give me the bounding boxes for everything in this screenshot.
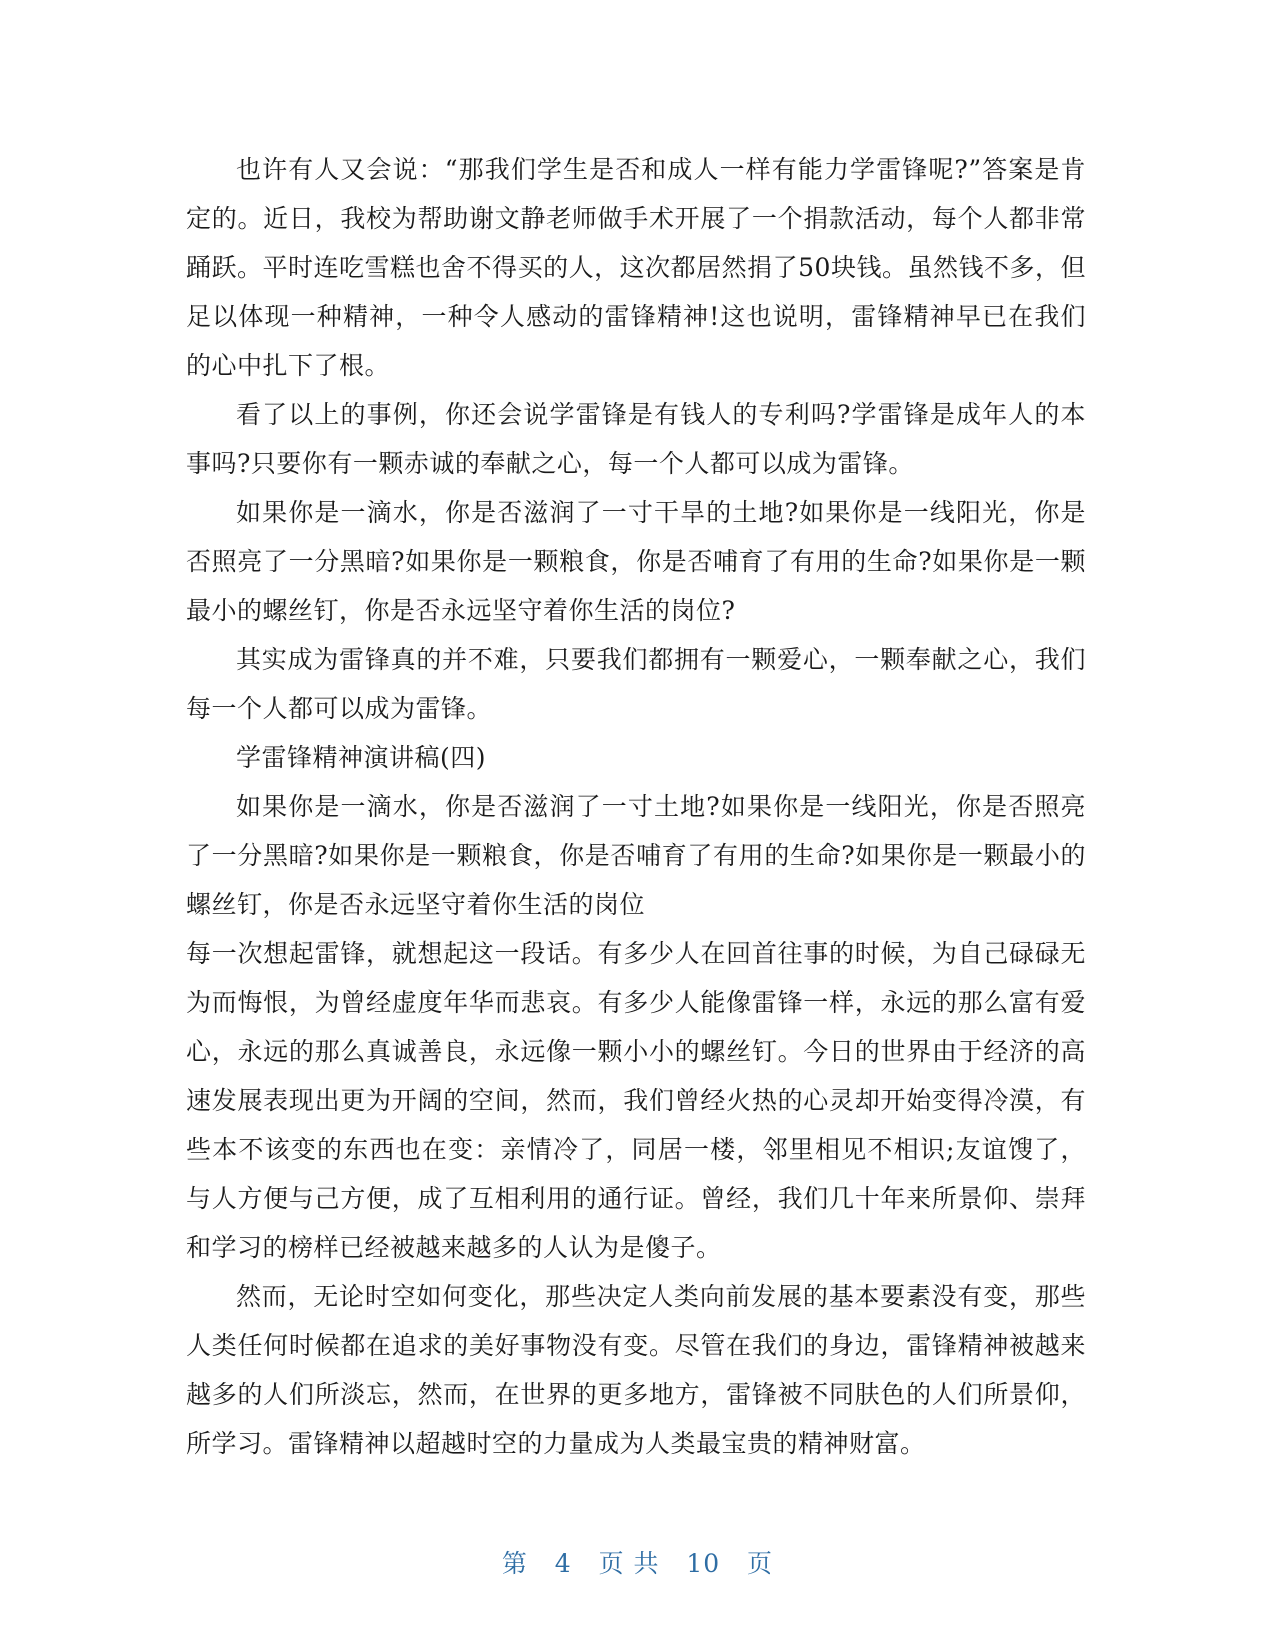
page-footer <box>0 1544 1275 1580</box>
section-heading: 学雷锋精神演讲稿(四) <box>236 743 487 772</box>
paragraph: 如果你是一滴水，你是否滋润了一寸干旱的土地?如果你是一线阳光，你是否照亮了一分黑暗?如果你是一颗粮食，你是否哺育了有用的生命?如果你是一颗最小的螺丝钉，你是否永远坚守着你生活的岗位? <box>186 498 1086 625</box>
paragraph: 如果你是一滴水，你是否滋润了一寸土地?如果你是一线阳光，你是否照亮了一分黑暗?如果你是一颗粮食，你是否哺育了有用的生命?如果你是一颗最小的螺丝钉，你是否永远坚守着你生活的岗位 <box>186 792 1086 919</box>
footer-suffix: 页 <box>747 1549 774 1578</box>
paragraph: 也许有人又会说：“那我们学生是否和成人一样有能力学雷锋呢?”答案是肯定的。近日，我校为帮助谢文静老师做手术开展了一个捐款活动，每个人都非常踊跃。平时连吃雪糕也舍不得买的人，这次都居然捐了50块钱。虽然钱不多，但足以体现一种精神，一种令人感动的雷锋精神!这也说明，雷锋精神早已在我们的心中扎下了根。 <box>186 155 1086 380</box>
current-page-number: 4 <box>554 1549 572 1578</box>
paragraph: 每一次想起雷锋，就想起这一段话。有多少人在回首往事的时候，为自己碌碌无为而悔恨，为曾经虚度年华而悲哀。有多少人能像雷锋一样，永远的那么富有爱心，永远的那么真诚善良，永远像一颗小小的螺丝钉。今日的世界由于经济的高速发展表现出更为开阔的空间，然而，我们曾经火热的心灵却开始变得冷漠，有些本不该变的东西也在变：亲情冷了，同居一楼，邻里相见不相识;友谊馊了，与人方便与己方便，成了互相利用的通行证。曾经，我们几十年来所景仰、崇拜和学习的榜样已经被越来越多的人认为是傻子。 <box>186 939 1086 1262</box>
footer-prefix: 第 <box>501 1549 528 1578</box>
paragraph: 然而，无论时空如何变化，那些决定人类向前发展的基本要素没有变，那些人类任何时候都在追求的美好事物没有变。尽管在我们的身边，雷锋精神被越来越多的人们所淡忘，然而，在世界的更多地方，雷锋被不同肤色的人们所景仰，所学习。雷锋精神以超越时空的力量成为人类最宝贵的精神财富。 <box>186 1282 1086 1458</box>
total-pages-number: 10 <box>686 1549 721 1578</box>
footer-middle: 页 共 <box>598 1549 660 1578</box>
paragraph: 看了以上的事例，你还会说学雷锋是有钱人的专利吗?学雷锋是成年人的本事吗?只要你有一颗赤诚的奉献之心，每一个人都可以成为雷锋。 <box>186 400 1086 478</box>
document-body <box>186 145 1086 1468</box>
paragraph: 其实成为雷锋真的并不难，只要我们都拥有一颗爱心，一颗奉献之心，我们每一个人都可以成为雷锋。 <box>186 645 1086 723</box>
